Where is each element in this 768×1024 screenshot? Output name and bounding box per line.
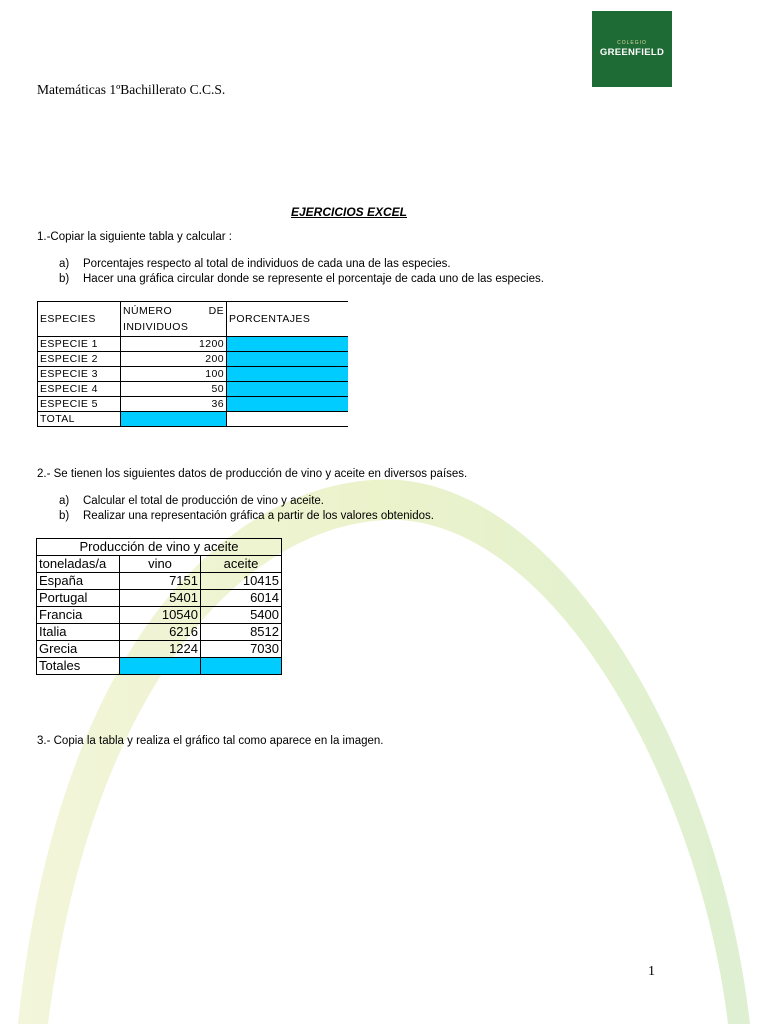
table-row (37, 641, 282, 658)
item-label: b) (59, 510, 70, 522)
total-cell[interactable] (121, 412, 227, 427)
species-count: 36 (121, 397, 227, 412)
school-logo (592, 11, 672, 87)
species-name: ESPECIE 4 (38, 382, 121, 397)
total-label: TOTAL (38, 412, 121, 427)
page-number: 1 (648, 964, 655, 979)
table-title-row (37, 539, 282, 556)
table-total-row (37, 658, 282, 675)
logo-subtext: COLEGIO (617, 40, 647, 46)
item-text: Porcentajes respecto al total de individuos de cada una de las especies. (83, 258, 451, 270)
table-row (38, 382, 349, 397)
table-title: Producción de vino y aceite (37, 539, 282, 556)
vino-value: 6216 (120, 624, 201, 641)
production-table (36, 538, 282, 675)
total-vino-cell[interactable] (120, 658, 201, 675)
header-numero (121, 302, 227, 337)
exercise3-intro: 3.- Copia la tabla y realiza el gráfico tal como aparece en la imagen. (37, 735, 384, 747)
aceite-value: 5400 (201, 607, 282, 624)
item-text: Hacer una gráfica circular donde se represente el porcentaje de cada uno de las especies. (83, 273, 544, 285)
item-label: a) (59, 258, 70, 270)
table-row (38, 397, 349, 412)
species-count: 1200 (121, 337, 227, 352)
logo-brand: GREENFIELD (599, 47, 665, 58)
exercise1-intro: 1.-Copiar la siguiente tabla y calcular : (37, 231, 232, 243)
item-text: Realizar una representación gráfica a partir de los valores obtenidos. (83, 510, 434, 522)
species-count: 50 (121, 382, 227, 397)
table-row (38, 337, 349, 352)
item-text: Calcular el total de producción de vino y aceite. (83, 495, 325, 507)
species-name: ESPECIE 3 (38, 367, 121, 382)
percent-cell[interactable] (227, 352, 349, 367)
country: Portugal (37, 590, 120, 607)
vino-value: 7151 (120, 573, 201, 590)
vino-value: 1224 (120, 641, 201, 658)
percent-cell[interactable] (227, 337, 349, 352)
item-label: a) (59, 495, 70, 507)
percent-cell[interactable] (227, 367, 349, 382)
country: España (37, 573, 120, 590)
species-name: ESPECIE 2 (38, 352, 121, 367)
exercise1-item-a (59, 258, 451, 270)
table-header-row (38, 302, 349, 337)
table-row (38, 367, 349, 382)
table-row (37, 573, 282, 590)
percent-cell[interactable] (227, 397, 349, 412)
species-count: 100 (121, 367, 227, 382)
aceite-value: 7030 (201, 641, 282, 658)
exercise2-item-a (59, 495, 324, 507)
table-header-row (37, 556, 282, 573)
item-label: b) (59, 273, 70, 285)
species-name: ESPECIE 1 (38, 337, 121, 352)
total-aceite-cell[interactable] (201, 658, 282, 675)
species-table (37, 301, 348, 427)
country: Grecia (37, 641, 120, 658)
table-row (37, 607, 282, 624)
empty-cell (227, 412, 349, 427)
aceite-value: 10415 (201, 573, 282, 590)
aceite-value: 8512 (201, 624, 282, 641)
header-title: Matemáticas 1ºBachillerato C.C.S. (37, 82, 226, 97)
percent-cell[interactable] (227, 382, 349, 397)
header-especies: ESPECIES (38, 302, 121, 337)
total-label: Totales (37, 658, 120, 675)
exercise2-item-b (59, 510, 434, 522)
header-numero-b: DE (208, 305, 224, 317)
header-aceite: aceite (201, 556, 282, 573)
header-vino: vino (120, 556, 201, 573)
header-units: toneladas/a (37, 556, 120, 573)
table-row (37, 624, 282, 641)
vino-value: 5401 (120, 590, 201, 607)
species-count: 200 (121, 352, 227, 367)
table-row (37, 590, 282, 607)
species-name: ESPECIE 5 (38, 397, 121, 412)
header-numero-a: NÚMERO (123, 305, 173, 317)
country: Francia (37, 607, 120, 624)
exercise2-intro: 2.- Se tienen los siguientes datos de producción de vino y aceite en diversos países. (37, 468, 468, 480)
header-numero-line2: INDIVIDUOS (123, 321, 189, 333)
exercise1-item-b (59, 273, 544, 285)
vino-value: 10540 (120, 607, 201, 624)
country: Italia (37, 624, 120, 641)
aceite-value: 6014 (201, 590, 282, 607)
main-title: EJERCICIOS EXCEL (290, 205, 408, 219)
table-row (38, 352, 349, 367)
header-porcentajes: PORCENTAJES (227, 302, 349, 337)
table-total-row (38, 412, 349, 427)
